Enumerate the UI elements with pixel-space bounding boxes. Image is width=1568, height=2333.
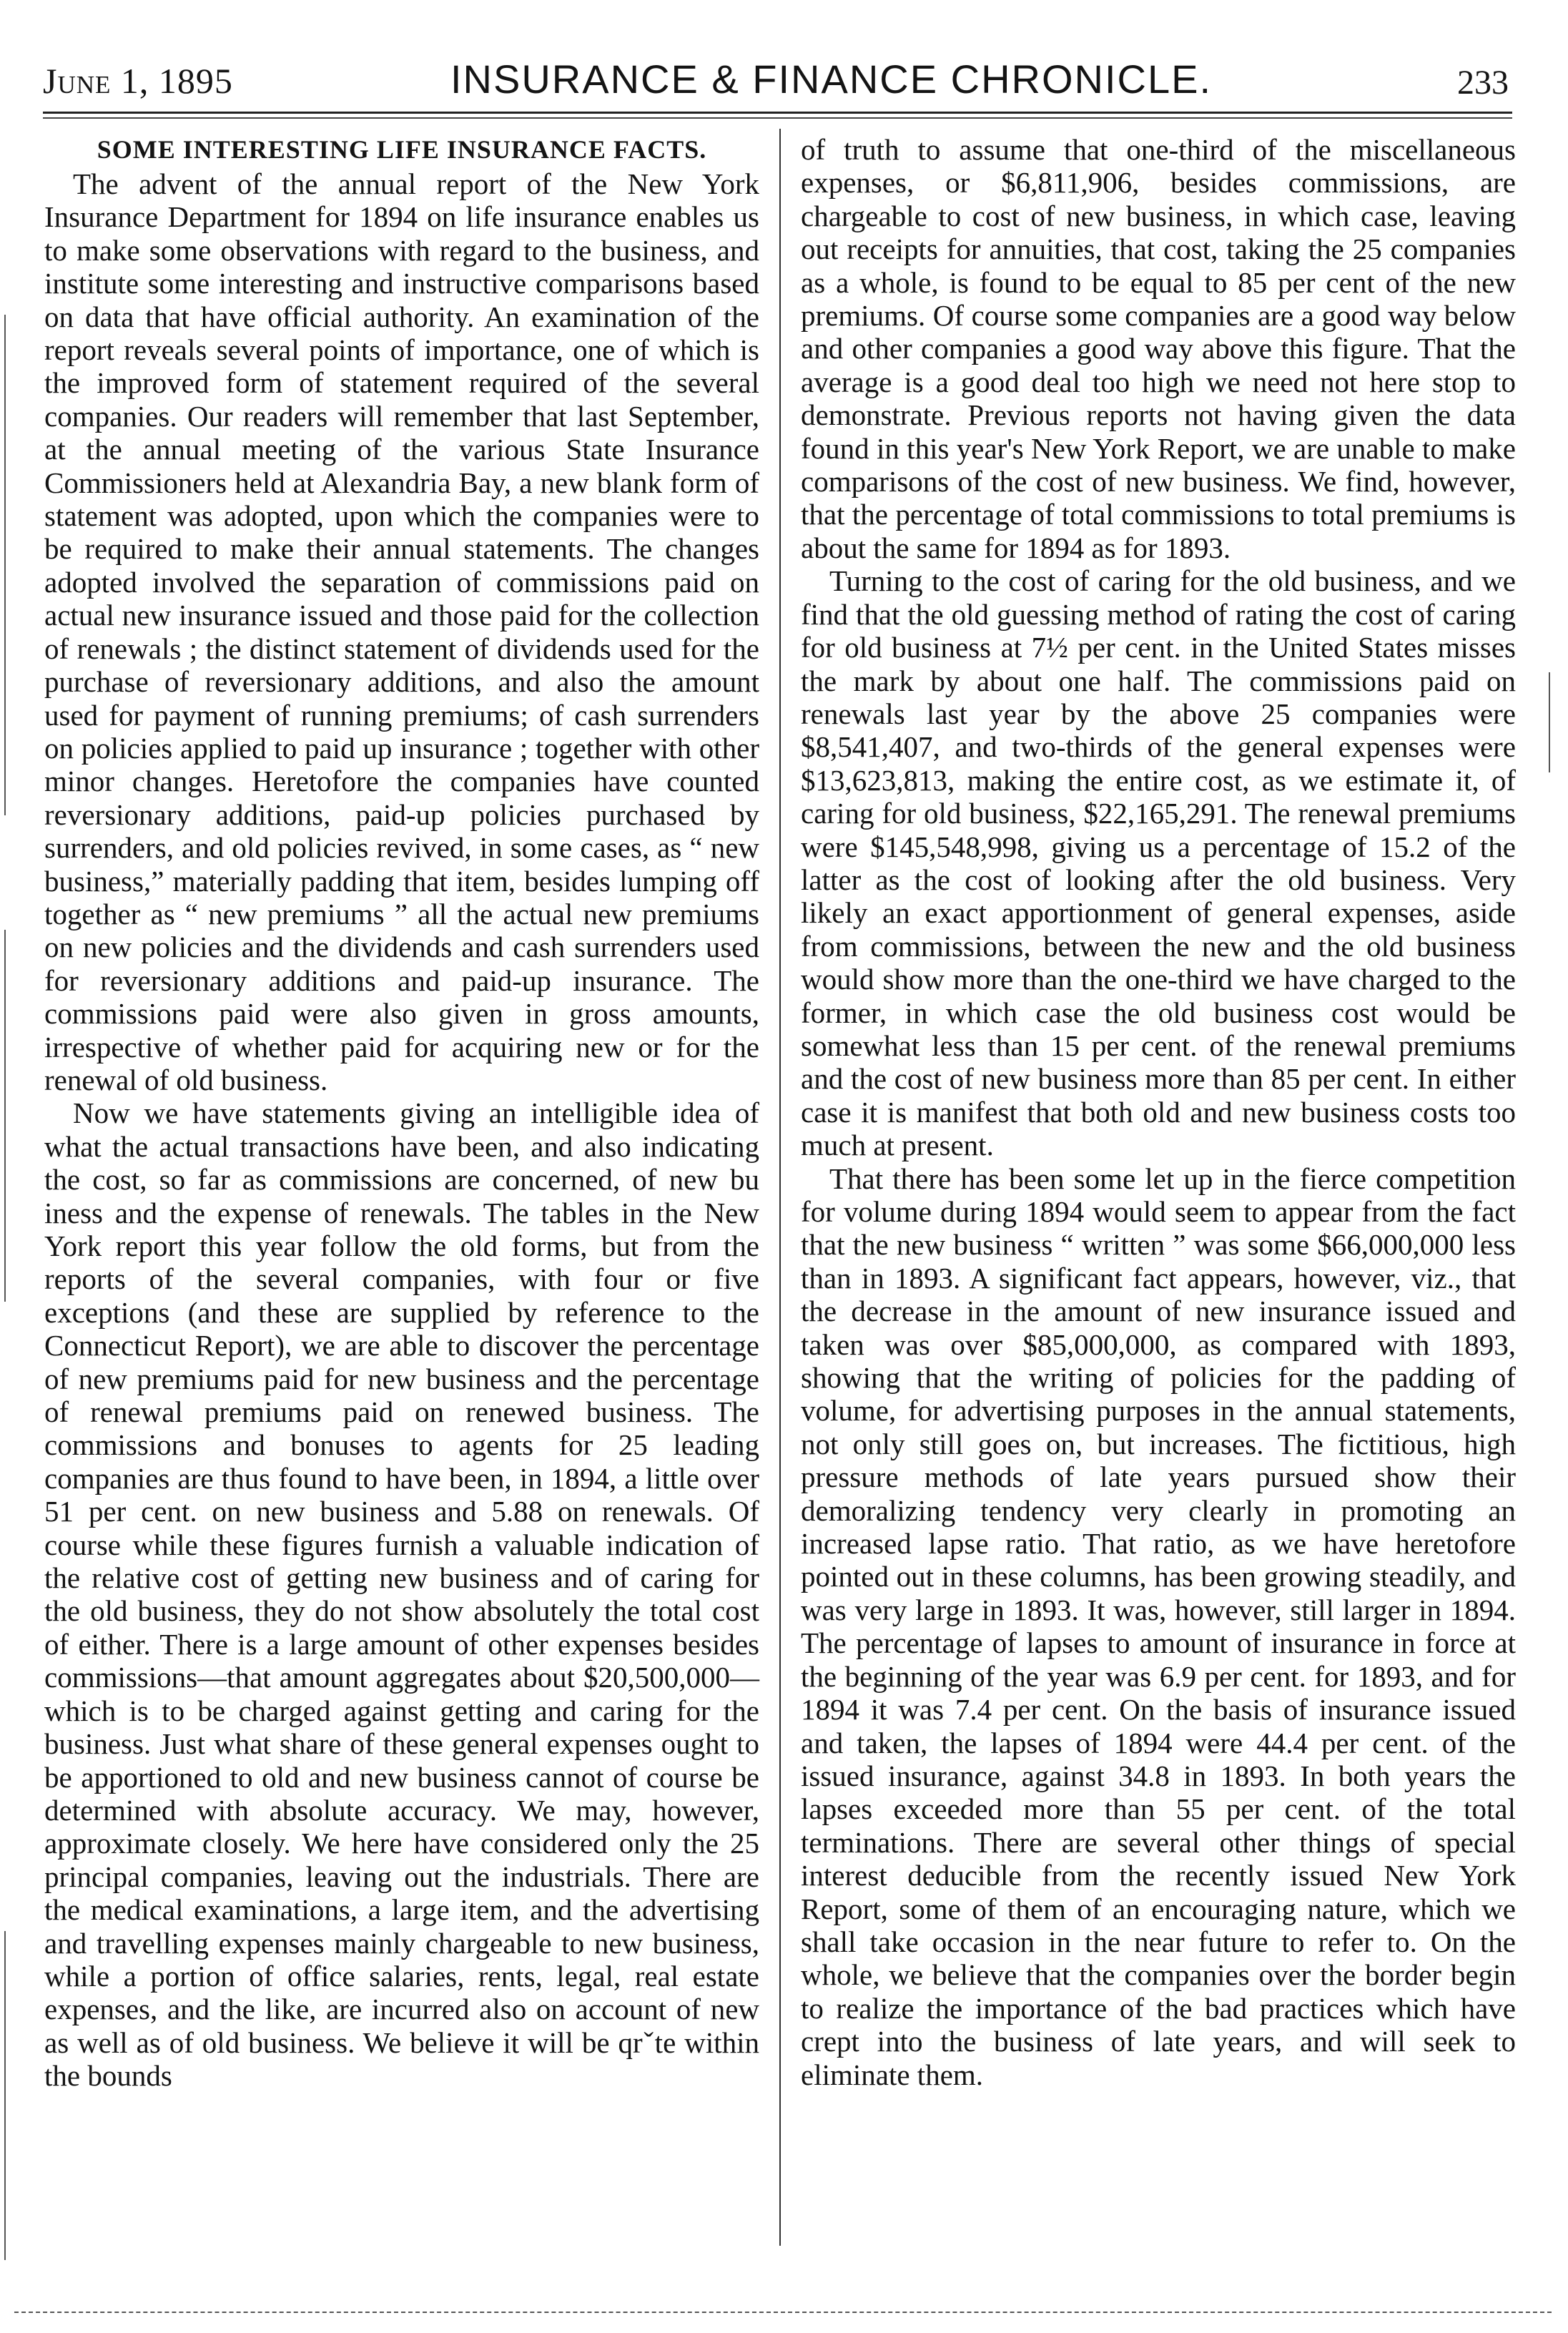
page-number: 233 (1457, 64, 1509, 102)
right-column (801, 133, 1516, 2091)
paragraph: Turning to the cost of caring for the old business, and we find that the old guessing method of rating the cost of caring for old business at 7½ per cent. in the United States misses the mark by about one half. The commissions paid on renewals last year by the above 25 companies were $8,541,407, and two-thirds of the general expenses were $13,623,813, making the entire cost, as we estimate it, of caring for old business, $22,165,291. The renewal premiums were $145,548,998, giving us a percentage of 15.2 of the latter as the cost of looking after the old business. Very likely an exact apportionment of general expenses, aside from commissions, between the new and the old business would show more than the one-third we have charged to the former, in which case the old business cost would be somewhat less than 15 per cent. of the renewal premiums and the cost of new business more than 85 per cent. In either case it is manifest that both old and new business costs too much at present. (801, 564, 1516, 1162)
scan-edge-mark (4, 1931, 6, 2260)
paragraph: That there has been some let up in the fierce competition for volume during 1894 would seem to appear from the fact that the new business “ written ” was some $66,000,000 less than in 1893. A significant fact appears, however, viz., that the decrease in the amount of new insurance issued and taken was over $85,000,000, as compared with 1893, showing that the writing of policies for the padding of volume, for advertising purposes in the annual statements, not only still goes on, but increases. The fictitious, high pressure methods of late years pursued show their demoralizing tendency very clearly in promoting an increased lapse ratio. That ratio, as we have heretofore pointed out in these columns, has been growing steadily, and was very large in 1893. It was, however, still larger in 1894. The percentage of lapses to amount of insurance in force at the beginning of the year was 6.9 per cent. for 1893, and for 1894 it was 7.4 per cent. On the basis of insurance issued and taken, the lapses of 1894 were 44.4 per cent. of the issued insurance, against 34.8 in 1893. In both years the lapses exceeded more than 55 per cent. of the total terminations. There are several other things of special interest deducible from the recently issued New York Report, some of them of an encouraging nature, which we shall take occasion in the near future to refer to. On the whole, we believe that the companies over the border begin to realize the importance of the bad practices which have crept into the business of late years, and will seek to eliminate them. (801, 1161, 1516, 2091)
publication-title: INSURANCE & FINANCE CHRONICLE. (450, 57, 1213, 102)
issue-date: June 1, 1895 (43, 61, 233, 101)
paragraph: of truth to assume that one-third of the miscellaneous expenses, or $6,811,906, besides commissions, are chargeable to cost of new business, in which case, leaving out receipts for annuities, that cost, taking the 25 companies as a whole, is found to be equal to 85 per cent of the new premiums. Of course some companies are a good way below and other companies a good way above this figure. That the average is a good deal too high we need not here stop to demonstrate. Previous reports not having given the data found in this year's New York Report, we are unable to make comparisons of the cost of new business. We find, however, that the percentage of total commissions to total premiums is about the same for 1894 as for 1893. (801, 133, 1516, 564)
paragraph: Now we have statements giving an intelligible idea of what the actual transactions have been, and also indicating the cost, so far as commissions are concerned, of new bu iness and the expense of renewals. The tables in the New York report this year follow the old forms, but from the reports of the several companies, with four or five exceptions (and these are supplied by reference to the Connecticut Report), we are able to discover the percentage of new premiums paid for new business and the percentage of renewal premiums paid on renewed business. The commissions and bonuses to agents for 25 leading companies are thus found to have been, in 1894, a little over 51 per cent. on new business and 5.88 on renewals. Of course while these figures furnish a valuable indication of the relative cost of getting new business and of caring for the old business, they do not show absolutely the total cost of either. There is a large amount of other expenses besides commissions—that amount aggregates about $20,500,000—which is to be charged against getting and caring for the business. Just what share of these general expenses ought to be apportioned to old and new business cannot of course be determined with absolute accuracy. We may, however, approximate closely. We here have considered only the 25 principal companies, leaving out the industrials. There are the medical examinations, a large item, and the advertising and travelling expenses mainly chargeable to new business, while a portion of office salaries, rents, legal, real estate expenses, and the like, are incurred also on account of new as well as of old business. We believe it will be qrˇte within the bounds (44, 1096, 759, 2093)
page-header (43, 56, 1509, 113)
left-column (44, 133, 759, 2093)
header-rule (43, 112, 1512, 114)
paragraph: The advent of the annual report of the New York Insurance Department for 1894 on life insurance enables us to make some observations with regard to the business, and institute some interesting and instructive comparisons based on data that have official authority. An examination of the report reveals several points of importance, one of which is the improved form of statement required of the several companies. Our readers will remember that last September, at the annual meeting of the various State Insurance Commissioners held at Alexandria Bay, a new blank form of statement was adopted, upon which the companies were to be required to make their annual statements. The changes adopted involved the separation of commissions paid on actual new insurance issued and those paid for the collection of renewals ; the distinct statement of dividends used for the purchase of reversionary additions, and also the amount used for payment of running premiums; of cash surrenders on policies applied to paid up insurance ; together with other minor changes. Heretofore the companies have counted reversionary additions, paid-up policies purchased by surrenders, and old policies revived, in some cases, as “ new business,” materially padding that item, besides lumping off together as “ new premiums ” all the actual new premiums on new policies and the dividends and cash surrenders used for reversionary additions and paid-up insurance. The commissions paid were also given in gross amounts, irrespective of whether paid for acquiring new or for the renewal of old business. (44, 167, 759, 1096)
column-divider (779, 129, 781, 2246)
header-rule-secondary (43, 117, 1512, 119)
article-title: SOME INTERESTING LIFE INSURANCE FACTS. (97, 135, 707, 164)
bottom-rule (14, 2312, 1552, 2313)
scan-edge-mark (4, 930, 6, 1302)
scan-edge-mark (4, 315, 6, 815)
scan-edge-mark (1549, 672, 1550, 772)
